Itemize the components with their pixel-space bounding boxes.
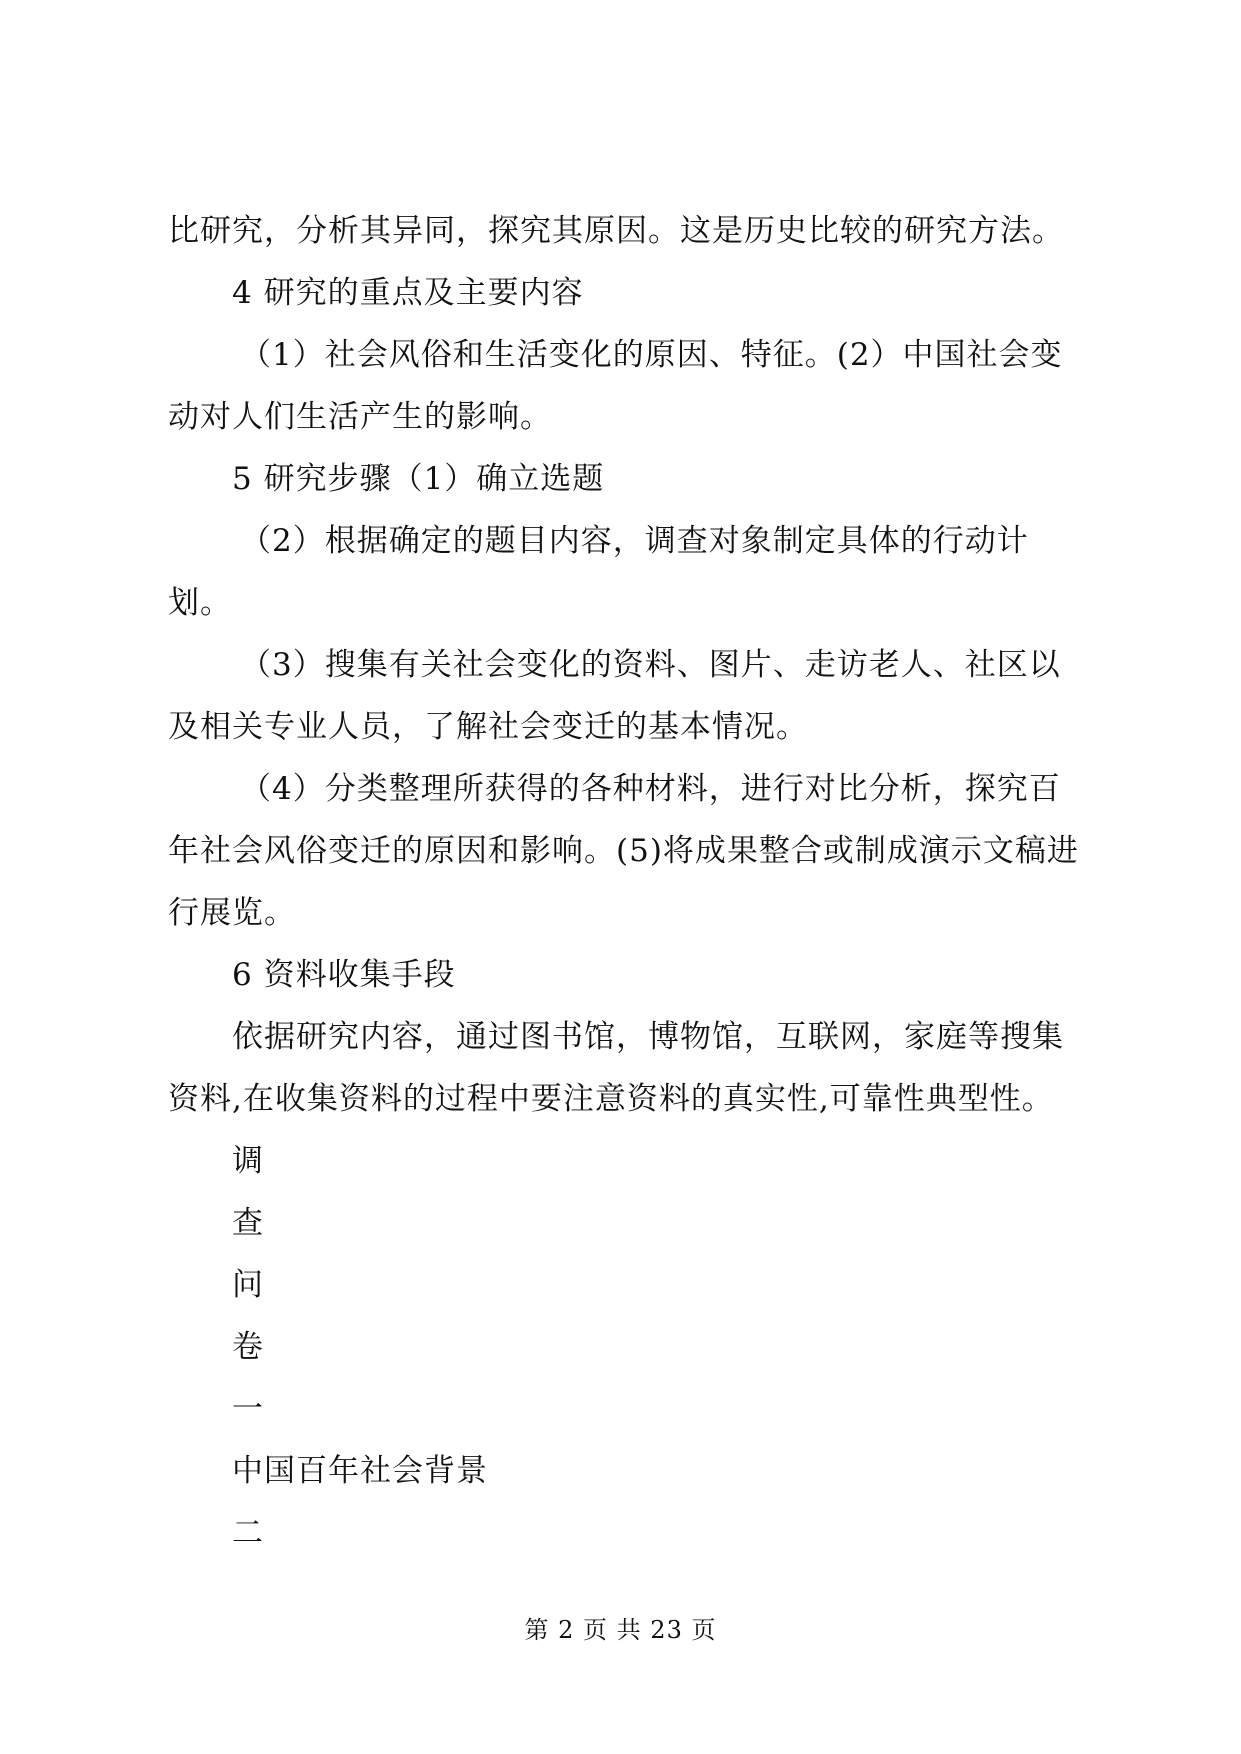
paragraph-step-4: （4）分类整理所获得的各种材料，进行对比分析，探究百年社会风俗变迁的原因和影响。(5)将成果整合或制成演示文稿进行展览。 <box>168 771 1079 931</box>
survey-char-4: 卷 <box>232 1329 264 1365</box>
paragraph-1: 比研究，分析其异同，探究其原因。这是历史比较的研究方法。 <box>168 213 1064 249</box>
survey-char-2: 查 <box>232 1205 264 1241</box>
body-text <box>168 200 1088 1564</box>
paragraph-step-3: （3）搜集有关社会变化的资料、图片、走访老人、社区以及相关专业人员，了解社会变迁的基本情况。 <box>168 647 1061 745</box>
paragraph-step-2: （2）根据确定的题目内容，调查对象制定具体的行动计划。 <box>168 523 1029 621</box>
section-one-marker: 一 <box>232 1391 264 1427</box>
heading-4: 4 研究的重点及主要内容 <box>232 275 584 311</box>
paragraph-4-content: （1）社会风俗和生活变化的原因、特征。(2）中国社会变动对人们生活产生的影响。 <box>168 337 1063 435</box>
survey-char-1: 调 <box>232 1143 264 1179</box>
survey-char-3: 问 <box>232 1267 264 1303</box>
section-one-title: 中国百年社会背景 <box>232 1453 488 1489</box>
paragraph-6-content: 依据研究内容，通过图书馆，博物馆，互联网，家庭等搜集资料,在收集资料的过程中要注意资料的真实性,可靠性典型性。 <box>168 1019 1064 1117</box>
page-footer: 第 2 页 共 23 页 <box>524 1616 717 1644</box>
section-two-marker: 二 <box>232 1515 264 1551</box>
heading-5: 5 研究步骤（1）确立选题 <box>232 461 605 497</box>
heading-6: 6 资料收集手段 <box>232 957 456 993</box>
